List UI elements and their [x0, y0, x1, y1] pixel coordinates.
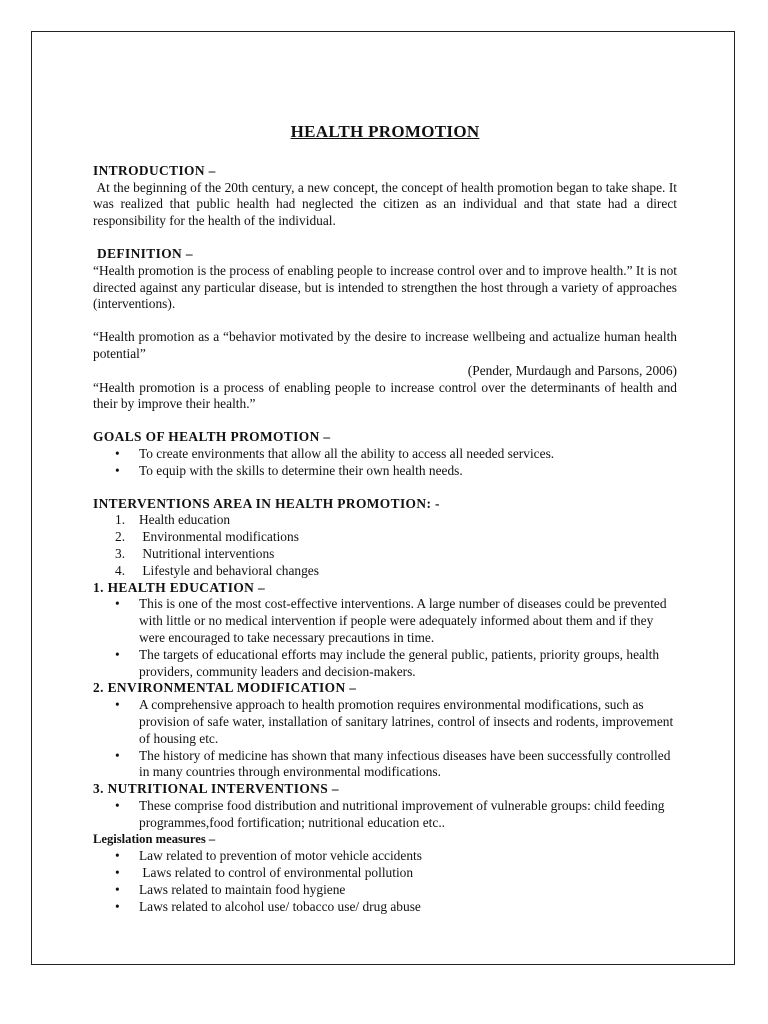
- list-item: • To equip with the skills to determine their own health needs.: [93, 463, 677, 480]
- environmental-heading: 2. ENVIRONMENTAL MODIFICATION –: [93, 680, 357, 696]
- list-item: • This is one of the most cost-effective interventions. A large number of diseases could be prevented with little or no medical intervention if people were adequately informed about them and if they were encouraged to take necessary precautions in time.: [93, 596, 677, 646]
- goals-list: [93, 446, 677, 480]
- nutritional-list: [93, 798, 677, 832]
- document-body: [93, 124, 677, 915]
- nutritional-heading: 3. NUTRITIONAL INTERVENTIONS –: [93, 781, 339, 797]
- list-item: • Laws related to maintain food hygiene: [93, 882, 677, 899]
- goals-heading: GOALS OF HEALTH PROMOTION –: [93, 429, 331, 445]
- definition-quote-1: “Health promotion is the process of enabling people to increase control over and to improve health.” It is not directed against any particular disease, but is intended to strengthen the host through a variety of approaches (interventions).: [93, 262, 677, 312]
- introduction-text: At the beginning of the 20th century, a new concept, the concept of health promotion began to take shape. It was realized that public health had neglected the citizen as an individual and that state had a direct responsibility for the health of the individual.: [93, 179, 677, 229]
- health-education-heading: 1. HEALTH EDUCATION –: [93, 579, 266, 595]
- introduction-heading: INTRODUCTION –: [93, 162, 216, 178]
- citation: (Pender, Murdaugh and Parsons, 2006): [467, 362, 677, 378]
- definition-quote-3: “Health promotion is a process of enabling people to increase control over the determinants of health and their by improve their health.”: [93, 379, 677, 412]
- list-item: • Laws related to control of environmental pollution: [93, 865, 677, 882]
- list-item: • The targets of educational efforts may include the general public, patients, priority groups, health providers, community leaders and decision-makers.: [93, 647, 677, 681]
- list-item: • A comprehensive approach to health promotion requires environmental modifications, such as provision of safe water, installation of sanitary latrines, control of insects and rodents, improvement of housing etc.: [93, 697, 677, 747]
- environmental-list: [93, 697, 677, 781]
- health-education-list: [93, 596, 677, 680]
- interventions-heading: INTERVENTIONS AREA IN HEALTH PROMOTION: -: [93, 495, 440, 511]
- list-item: • The history of medicine has shown that many infectious diseases have been successfully controlled in many countries through environmental modifications.: [93, 748, 677, 782]
- definition-quote-2: “Health promotion as a “behavior motivated by the desire to increase wellbeing and actualize human health potential”: [93, 329, 677, 361]
- document-title: HEALTH PROMOTION: [290, 122, 480, 141]
- interventions-list: [93, 512, 677, 579]
- list-item: 1. Health education: [115, 512, 231, 528]
- legislation-list: [93, 848, 677, 915]
- definition-heading: DEFINITION –: [97, 245, 193, 261]
- legislation-heading: Legislation measures –: [93, 832, 216, 847]
- list-item: 4. Lifestyle and behavioral changes: [115, 562, 319, 578]
- list-item: • Law related to prevention of motor vehicle accidents: [93, 848, 677, 865]
- list-item: • To create environments that allow all the ability to access all needed services.: [93, 446, 677, 463]
- list-item: • These comprise food distribution and nutritional improvement of vulnerable groups: child feeding programmes,food fortification; nutritional education etc..: [93, 798, 677, 832]
- list-item: 3. Nutritional interventions: [115, 545, 275, 561]
- list-item: 2. Environmental modifications: [115, 529, 299, 545]
- list-item: • Laws related to alcohol use/ tobacco use/ drug abuse: [93, 899, 677, 916]
